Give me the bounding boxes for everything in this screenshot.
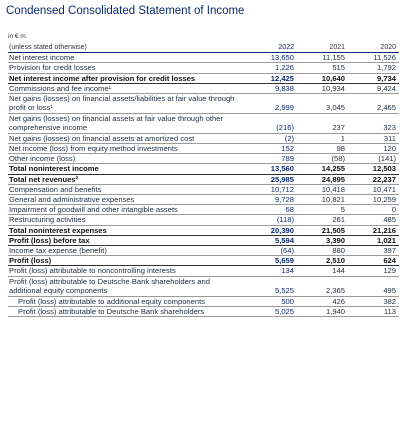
value-2021: 10,821 xyxy=(297,195,348,205)
value-2020: 397 xyxy=(348,246,399,256)
value-2021: 21,505 xyxy=(297,225,348,235)
row-label: Net gains (losses) on financial assets at fair value through other comprehensive income xyxy=(8,113,240,133)
table-row xyxy=(8,164,399,174)
value-2022: 152 xyxy=(240,144,297,154)
row-label: Total noninterest income xyxy=(8,164,240,174)
row-label: Net interest income xyxy=(8,53,240,63)
row-label: Income tax expense (benefit) xyxy=(8,246,240,256)
row-label: Net interest income after provision for credit losses xyxy=(8,73,240,83)
value-2022: 9,728 xyxy=(240,195,297,205)
value-2022: 10,712 xyxy=(240,184,297,194)
value-2022: 9,838 xyxy=(240,83,297,93)
table-row xyxy=(8,246,399,256)
value-2022: 68 xyxy=(240,205,297,215)
value-2021: 3,045 xyxy=(297,94,348,114)
value-2022: 13,560 xyxy=(240,164,297,174)
value-2021: 144 xyxy=(297,266,348,276)
value-2021: 3,390 xyxy=(297,235,348,245)
value-2020: 9,424 xyxy=(348,83,399,93)
income-statement-table xyxy=(8,43,399,317)
value-2021: 5 xyxy=(297,205,348,215)
value-2021: 10,418 xyxy=(297,184,348,194)
value-2020: 120 xyxy=(348,144,399,154)
value-2020: 0 xyxy=(348,205,399,215)
value-2022: (118) xyxy=(240,215,297,225)
row-label: Impairment of goodwill and other intangible assets xyxy=(8,205,240,215)
value-2022: 1,226 xyxy=(240,63,297,73)
value-2021: (58) xyxy=(297,154,348,164)
value-2022: (64) xyxy=(240,246,297,256)
table-row xyxy=(8,83,399,93)
value-2020: 382 xyxy=(348,296,399,306)
value-2022: 12,425 xyxy=(240,73,297,83)
row-label: Profit (loss) attributable to Deutsche Bank shareholders xyxy=(8,306,240,316)
value-2021: 2,365 xyxy=(297,276,348,296)
row-label: Profit (loss) before tax xyxy=(8,235,240,245)
value-2022: 5,025 xyxy=(240,306,297,316)
value-2020: 2,465 xyxy=(348,94,399,114)
statement-title: Condensed Consolidated Statement of Income xyxy=(6,5,245,17)
header-year-2021: 2021 xyxy=(297,43,348,53)
value-2020: 624 xyxy=(348,256,399,266)
table-row xyxy=(8,94,399,114)
table-row xyxy=(8,184,399,194)
value-2020: 1,792 xyxy=(348,63,399,73)
table-row xyxy=(8,296,399,306)
value-2022: 5,659 xyxy=(240,256,297,266)
value-2020: 10,471 xyxy=(348,184,399,194)
value-2020: 129 xyxy=(348,266,399,276)
value-2021: 98 xyxy=(297,144,348,154)
value-2020: 22,237 xyxy=(348,174,399,184)
row-label: Compensation and benefits xyxy=(8,184,240,194)
header-label: (unless stated otherwise) xyxy=(8,43,240,53)
row-label: Net gains (losses) on financial assets/liabilities at fair value through profit or loss¹ xyxy=(8,94,240,114)
row-label: Profit (loss) attributable to noncontrolling interests xyxy=(8,266,240,276)
value-2021: 10,934 xyxy=(297,83,348,93)
row-label: Total noninterest expenses xyxy=(8,225,240,235)
table-row xyxy=(8,306,399,316)
value-2021: 261 xyxy=(297,215,348,225)
table-row xyxy=(8,256,399,266)
value-2021: 10,640 xyxy=(297,73,348,83)
value-2020: 323 xyxy=(348,113,399,133)
value-2021: 2,510 xyxy=(297,256,348,266)
table-header-row xyxy=(8,43,399,53)
header-year-2022: 2022 xyxy=(240,43,297,53)
value-2022: 2,999 xyxy=(240,94,297,114)
value-2020: 311 xyxy=(348,133,399,143)
value-2021: 1,940 xyxy=(297,306,348,316)
row-label: Profit (loss) attributable to additional equity components xyxy=(8,296,240,306)
value-2020: 9,734 xyxy=(348,73,399,83)
table-row xyxy=(8,53,399,63)
row-label: Total net revenues² xyxy=(8,174,240,184)
row-label: Provision for credit losses xyxy=(8,63,240,73)
table-row xyxy=(8,154,399,164)
value-2020: 11,526 xyxy=(348,53,399,63)
value-2022: 5,525 xyxy=(240,276,297,296)
value-2021: 880 xyxy=(297,246,348,256)
row-label: Commissions and fee income¹ xyxy=(8,83,240,93)
unit-label: in € m. xyxy=(8,33,28,40)
table-row xyxy=(8,276,399,296)
value-2020: 12,503 xyxy=(348,164,399,174)
value-2022: 134 xyxy=(240,266,297,276)
table-row xyxy=(8,235,399,245)
table-row xyxy=(8,195,399,205)
value-2021: 515 xyxy=(297,63,348,73)
value-2022: (216) xyxy=(240,113,297,133)
row-label: Restructuring activities xyxy=(8,215,240,225)
value-2022: 13,650 xyxy=(240,53,297,63)
table-row xyxy=(8,205,399,215)
value-2020: 10,259 xyxy=(348,195,399,205)
table-row xyxy=(8,113,399,133)
value-2021: 426 xyxy=(297,296,348,306)
table-row xyxy=(8,144,399,154)
row-label: Other income (loss) xyxy=(8,154,240,164)
value-2022: 25,985 xyxy=(240,174,297,184)
table-row xyxy=(8,63,399,73)
value-2020: 1,021 xyxy=(348,235,399,245)
value-2022: (2) xyxy=(240,133,297,143)
table-row xyxy=(8,225,399,235)
header-year-2020: 2020 xyxy=(348,43,399,53)
value-2022: 789 xyxy=(240,154,297,164)
value-2022: 5,594 xyxy=(240,235,297,245)
table-row xyxy=(8,174,399,184)
row-label: Net gains (losses) on financial assets at amortized cost xyxy=(8,133,240,143)
table-row xyxy=(8,73,399,83)
value-2021: 1 xyxy=(297,133,348,143)
value-2021: 14,255 xyxy=(297,164,348,174)
value-2022: 500 xyxy=(240,296,297,306)
row-label: General and administrative expenses xyxy=(8,195,240,205)
value-2020: (141) xyxy=(348,154,399,164)
row-label: Net income (loss) from equity method investments xyxy=(8,144,240,154)
value-2021: 11,155 xyxy=(297,53,348,63)
table-row xyxy=(8,133,399,143)
value-2020: 113 xyxy=(348,306,399,316)
value-2021: 24,895 xyxy=(297,174,348,184)
table-row xyxy=(8,215,399,225)
value-2020: 495 xyxy=(348,276,399,296)
row-label: Profit (loss) attributable to Deutsche Bank shareholders and additional equity components xyxy=(8,276,240,296)
value-2021: 237 xyxy=(297,113,348,133)
value-2020: 485 xyxy=(348,215,399,225)
value-2020: 21,216 xyxy=(348,225,399,235)
row-label: Profit (loss) xyxy=(8,256,240,266)
table-row xyxy=(8,266,399,276)
value-2022: 20,390 xyxy=(240,225,297,235)
